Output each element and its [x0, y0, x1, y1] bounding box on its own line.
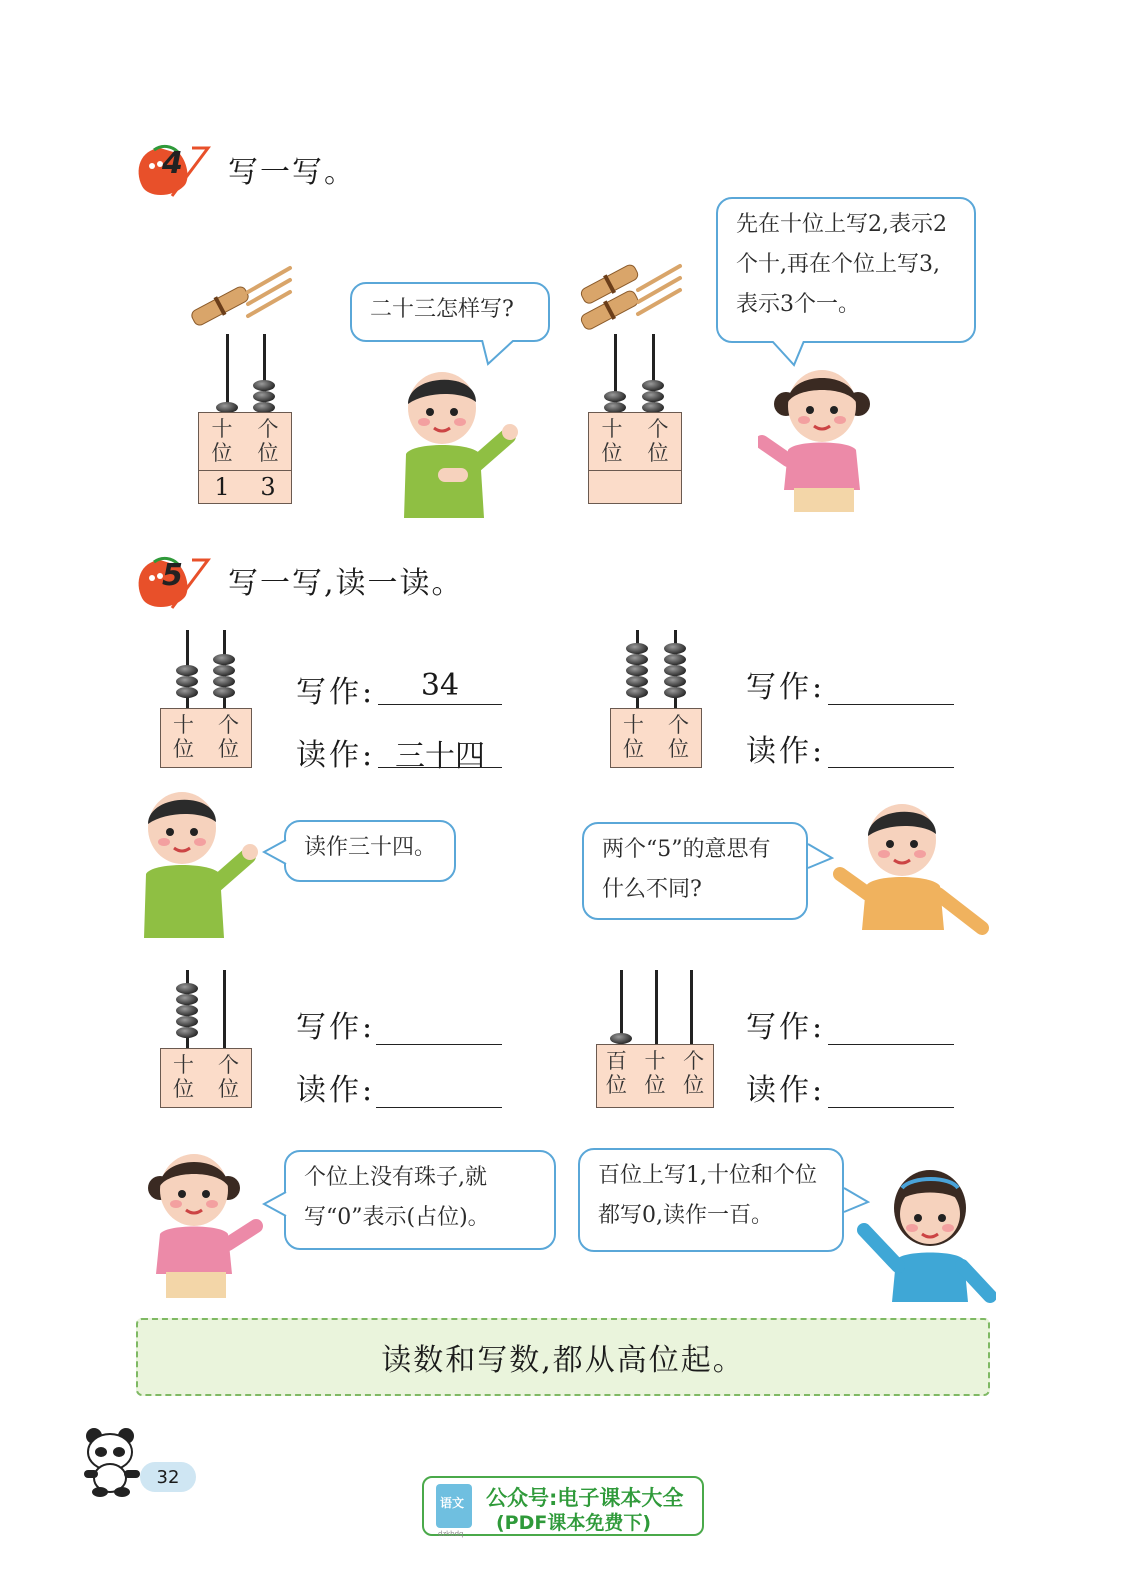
write-label: 写作: — [746, 670, 826, 705]
page-number: 32 — [140, 1462, 196, 1492]
abacus-bead — [604, 391, 626, 402]
panda-icon — [80, 1426, 144, 1498]
abacus-rod-ones — [690, 970, 693, 1050]
ones-label: 个位 — [218, 1053, 239, 1101]
read-label: 读作: — [746, 1073, 826, 1108]
place-value-chart — [588, 412, 682, 504]
write-label: 写作: — [746, 1010, 826, 1045]
abacus-bead — [253, 391, 275, 402]
speech-bubble-hundred — [578, 1148, 844, 1252]
ones-label: 个位 — [257, 417, 279, 465]
bubble-text: 读作三十四。 — [304, 835, 437, 860]
answer-line[interactable] — [828, 1044, 954, 1045]
place-value-chart — [610, 708, 702, 768]
abacus-bead — [213, 665, 235, 676]
abacus-bead — [664, 665, 686, 676]
abacus-bead — [176, 1016, 198, 1027]
abacus-bead — [664, 676, 686, 687]
answer-line — [378, 704, 502, 705]
stick-bundle-illustration — [576, 256, 686, 336]
girl-illustration — [130, 1144, 264, 1304]
tens-label: 十位 — [173, 713, 194, 761]
watermark-stamp — [422, 1476, 704, 1536]
abacus-bead — [176, 676, 198, 687]
summary-text: 读数和写数,都从高位起。 — [381, 1343, 745, 1378]
girl-illustration — [758, 360, 888, 520]
abacus-bead — [213, 676, 235, 687]
speech-bubble-read — [284, 820, 456, 882]
bubble-tail — [262, 1190, 288, 1220]
ones-label: 个位 — [668, 713, 689, 761]
abacus-bead — [176, 983, 198, 994]
write-answer: 34 — [420, 668, 460, 703]
tens-label: 十位 — [644, 1049, 666, 1097]
abacus-bead — [176, 994, 198, 1005]
tens-digit: 1 — [214, 473, 230, 501]
abacus-bead — [642, 380, 664, 391]
speech-bubble-girl — [716, 197, 976, 343]
bubble-text: 百位上写1,十位和个位都写0,读作一百。 — [598, 1163, 817, 1228]
bubble-tail — [262, 838, 288, 868]
abacus-bead — [176, 687, 198, 698]
place-value-chart — [198, 412, 292, 504]
abacus-bead — [176, 1005, 198, 1016]
summary-box — [136, 1318, 990, 1396]
girl-illustration — [850, 1166, 996, 1306]
abacus-rod-tens — [655, 970, 658, 1050]
speech-bubble-boy — [350, 282, 550, 342]
boy-illustration — [398, 368, 522, 518]
exercise-4-title: 写一写。 — [228, 155, 356, 190]
ones-digit: 3 — [260, 473, 276, 501]
abacus-rod-ones — [223, 970, 226, 1050]
answer-line[interactable] — [376, 1044, 502, 1045]
abacus-bead — [626, 654, 648, 665]
exercise-4-number: 4 — [162, 146, 183, 181]
place-value-chart — [596, 1044, 714, 1108]
speech-bubble-zero — [284, 1150, 556, 1250]
read-label: 读作: — [746, 734, 826, 769]
place-value-chart — [160, 708, 252, 768]
empty-answer-row — [589, 470, 681, 503]
abacus-bead — [626, 687, 648, 698]
abacus-bead — [213, 687, 235, 698]
abacus-bead — [626, 665, 648, 676]
stamp-line-2: (PDF课本免费下) — [496, 1512, 652, 1534]
place-value-chart — [160, 1048, 252, 1108]
bubble-text: 二十三怎样写? — [370, 297, 514, 322]
abacus-bead — [253, 380, 275, 391]
stick-bundle-illustration — [186, 262, 296, 332]
hundreds-label: 百位 — [605, 1049, 627, 1097]
exercise-5-number: 5 — [162, 558, 183, 593]
abacus-bead — [176, 665, 198, 676]
bubble-text: 两个“5”的意思有什么不同? — [602, 837, 771, 902]
abacus-bead — [626, 643, 648, 654]
bubble-tail — [806, 842, 834, 872]
bubble-text: 个位上没有珠子,就写“0”表示(占位)。 — [304, 1165, 490, 1230]
ones-label: 个位 — [218, 713, 239, 761]
read-answer: 三十四 — [395, 739, 485, 774]
write-label: 写作: — [296, 675, 376, 710]
ones-label: 个位 — [683, 1049, 705, 1097]
speech-bubble-fives — [582, 822, 808, 920]
read-label: 读作: — [296, 1073, 376, 1108]
book-icon — [436, 1484, 472, 1538]
abacus-bead — [610, 1033, 632, 1044]
tens-label: 十位 — [623, 713, 644, 761]
exercise-5-title: 写一写,读一读。 — [228, 566, 464, 601]
abacus-bead — [642, 391, 664, 402]
tens-label: 十位 — [601, 417, 623, 465]
abacus-bead — [176, 1027, 198, 1038]
read-label: 读作: — [296, 738, 376, 773]
answer-line[interactable] — [376, 1107, 502, 1108]
stamp-line-1: 公众号:电子课本大全 — [486, 1486, 684, 1510]
bubble-text: 先在十位上写2,表示2个十,再在个位上写3,表示3个一。 — [736, 212, 947, 317]
abacus-bead — [664, 643, 686, 654]
book-icon-caption: dzkbdq — [438, 1530, 464, 1538]
write-label: 写作: — [296, 1010, 376, 1045]
boy-illustration — [138, 788, 262, 938]
tens-label: 十位 — [211, 417, 233, 465]
abacus-bead — [664, 687, 686, 698]
answer-line — [378, 767, 502, 768]
abacus-bead — [213, 654, 235, 665]
abacus-bead — [664, 654, 686, 665]
boy-illustration — [832, 800, 992, 940]
book-icon-text: 语文 — [440, 1496, 465, 1510]
answer-line[interactable] — [828, 767, 954, 768]
answer-line[interactable] — [828, 1107, 954, 1108]
tens-label: 十位 — [173, 1053, 194, 1101]
answer-line[interactable] — [828, 704, 954, 705]
ones-label: 个位 — [647, 417, 669, 465]
abacus-bead — [626, 676, 648, 687]
bubble-tail — [480, 340, 520, 366]
